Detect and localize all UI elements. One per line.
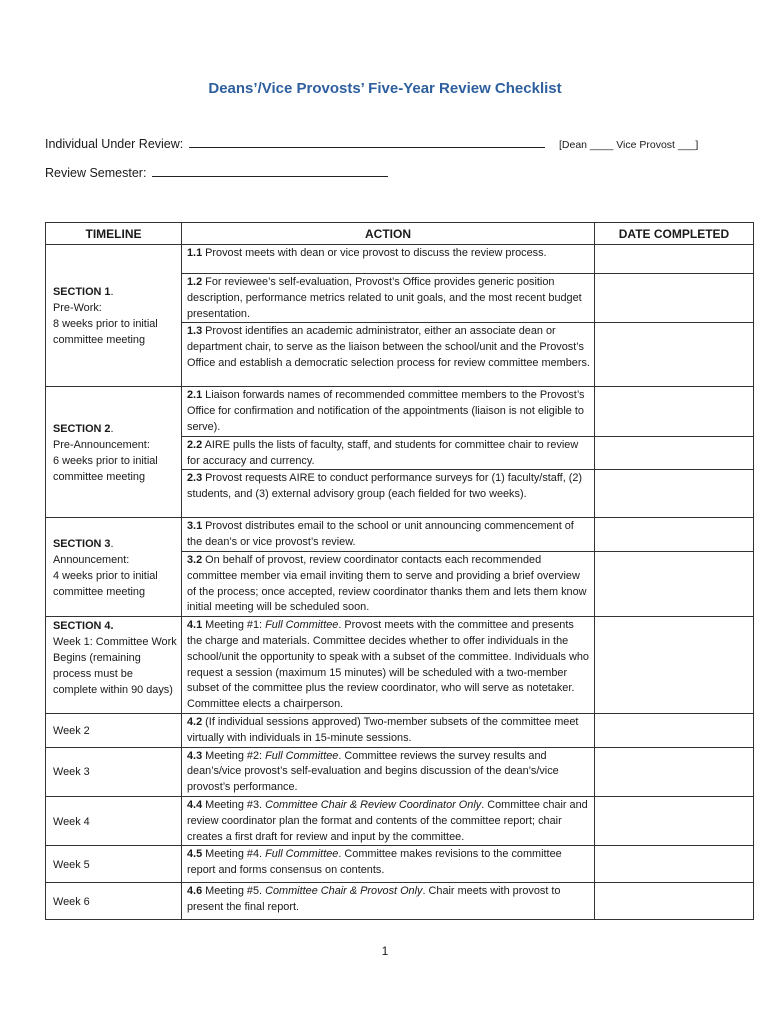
date-cell[interactable] <box>595 796 754 845</box>
action-3-1: 3.1 Provost distributes email to the school or unit announcing commencement of the dean’s or vice provost’s review. <box>182 518 595 552</box>
table-row <box>46 747 754 796</box>
action-4-5: 4.5 Meeting #4. Full Committee. Committee makes revisions to the committee report and forms consensus on contents. <box>182 846 595 883</box>
table-row <box>46 617 754 714</box>
action-1-2: 1.2 For reviewee’s self-evaluation, Provost’s Office provides generic position description, performance metrics related to unit goals, and the most recent budget presentation. <box>182 274 595 323</box>
table-header-row <box>46 223 754 245</box>
date-cell[interactable] <box>595 883 754 920</box>
timeline-section-1: SECTION 1. Pre-Work: 8 weeks prior to initial committee meeting <box>46 245 182 387</box>
individual-name-blank[interactable] <box>189 137 545 148</box>
page-number: 1 <box>381 944 389 958</box>
date-cell[interactable] <box>595 551 754 616</box>
date-cell[interactable] <box>595 274 754 323</box>
date-completed-header: DATE COMPLETED <box>595 223 754 245</box>
timeline-section-2: SECTION 2. Pre-Announcement: 6 weeks prior to initial committee meeting <box>46 387 182 518</box>
timeline-week-2: Week 2 <box>46 713 182 747</box>
action-2-1: 2.1 Liaison forwards names of recommended committee members to the Provost’s Office for confirmation and notification of the appointments (liaison is not eligible to serve). <box>182 387 595 436</box>
semester-blank[interactable] <box>152 166 388 177</box>
action-header: ACTION <box>182 223 595 245</box>
individual-under-review-field <box>45 137 725 151</box>
date-cell[interactable] <box>595 470 754 518</box>
action-4-2: 4.2 (If individual sessions approved) Two-member subsets of the committee meet virtually with individuals in 15-minute sessions. <box>182 713 595 747</box>
action-1-1: 1.1 Provost meets with dean or vice provost to discuss the review process. <box>182 245 595 274</box>
individual-label: Individual Under Review: <box>45 137 184 151</box>
table-row <box>46 713 754 747</box>
date-cell[interactable] <box>595 846 754 883</box>
role-selection: [Dean ____ Vice Provost ___] <box>559 139 699 151</box>
action-4-6: 4.6 Meeting #5. Committee Chair & Provost Only. Chair meets with provost to present the final report. <box>182 883 595 920</box>
table-row <box>46 387 754 436</box>
action-2-2: 2.2 AIRE pulls the lists of faculty, staff, and students for committee chair to review for accuracy and currency. <box>182 436 595 470</box>
date-cell[interactable] <box>595 518 754 552</box>
table-row <box>46 846 754 883</box>
date-cell[interactable] <box>595 323 754 387</box>
action-4-1: 4.1 Meeting #1: Full Committee. Provost meets with the committee and presents the charge and materials. Committee decides whether to offer individuals in the school/unit the opportunity to speak with a subset of the committee. Individuals who request a session (maximum 15 minutes) will be scheduled with a two-member subset of the committee plus the review coordinator, who will serve as notetaker. Committee elects a chairperson. <box>182 617 595 714</box>
table-row <box>46 883 754 920</box>
table-row <box>46 245 754 274</box>
review-semester-field <box>45 166 388 180</box>
table-row <box>46 518 754 552</box>
action-3-2: 3.2 On behalf of provost, review coordinator contacts each recommended committee member via email inviting them to serve and providing a brief overview of the process; once accepted, review coordinator thanks them and lets them know initial meeting will be scheduled soon. <box>182 551 595 616</box>
date-cell[interactable] <box>595 245 754 274</box>
action-4-4: 4.4 Meeting #3. Committee Chair & Review Coordinator Only. Committee chair and review coordinator plan the format and contents of the committee report; chair creates a first draft for review and input by the committee. <box>182 796 595 845</box>
semester-label: Review Semester: <box>45 166 147 180</box>
date-cell[interactable] <box>595 387 754 436</box>
timeline-week-3: Week 3 <box>46 747 182 796</box>
date-cell[interactable] <box>595 713 754 747</box>
timeline-section-4: SECTION 4. Week 1: Committee Work Begins (remaining process must be complete within 90 days) <box>46 617 182 714</box>
date-cell[interactable] <box>595 436 754 470</box>
date-cell[interactable] <box>595 747 754 796</box>
action-2-3: 2.3 Provost requests AIRE to conduct performance surveys for (1) faculty/staff, (2) students, and (3) external advisory group (each fielded for two weeks). <box>182 470 595 518</box>
timeline-week-5: Week 5 <box>46 846 182 883</box>
action-1-3: 1.3 Provost identifies an academic administrator, either an associate dean or department chair, to serve as the liaison between the school/unit and the Provost’s Office and establish a democratic selection process for review committee members. <box>182 323 595 387</box>
page-title: Deans’/Vice Provosts’ Five-Year Review Checklist <box>208 80 562 97</box>
review-checklist-table <box>45 222 754 920</box>
table-row <box>46 796 754 845</box>
timeline-week-6: Week 6 <box>46 883 182 920</box>
timeline-section-3: SECTION 3. Announcement: 4 weeks prior to initial committee meeting <box>46 518 182 617</box>
date-cell[interactable] <box>595 617 754 714</box>
action-4-3: 4.3 Meeting #2: Full Committee. Committee reviews the survey results and dean’s/vice provost’s self-evaluation and begins discussion of the dean’s/vice provost’s performance. <box>182 747 595 796</box>
timeline-header: TIMELINE <box>46 223 182 245</box>
timeline-week-4: Week 4 <box>46 796 182 845</box>
